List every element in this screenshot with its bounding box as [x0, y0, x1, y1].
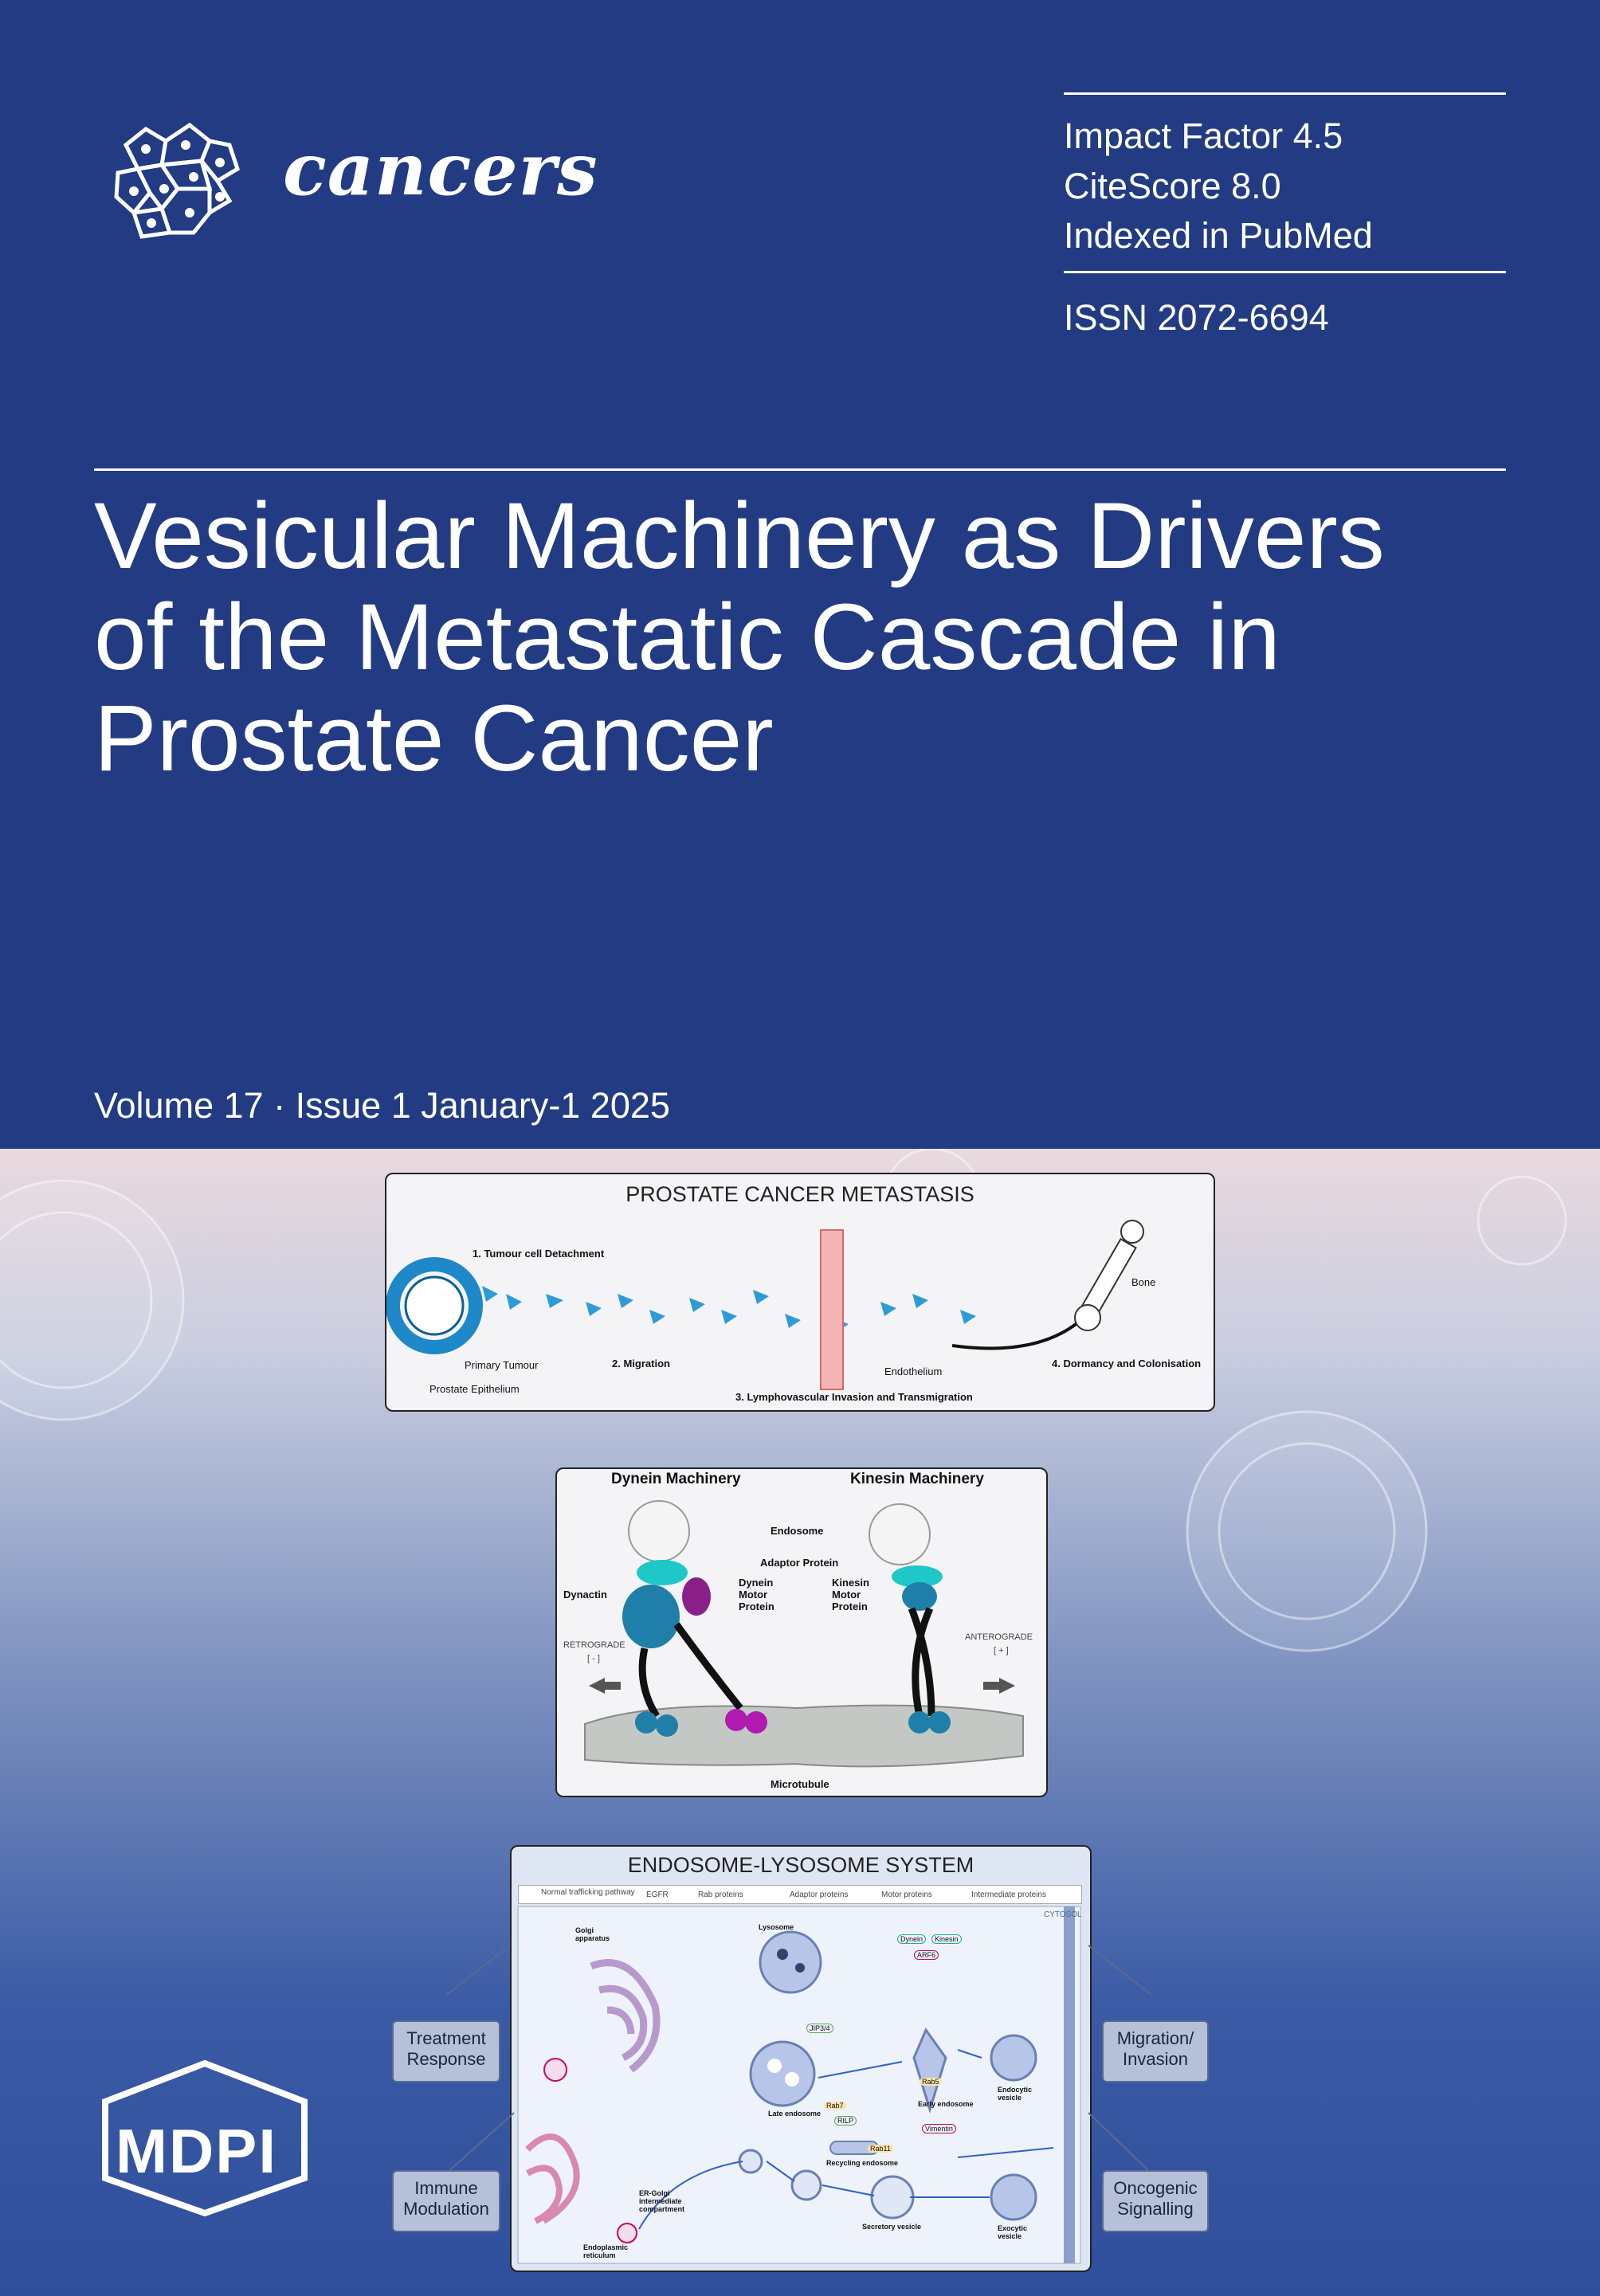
legend-egfr: EGFR	[646, 1890, 669, 1899]
anterograde-label: ANTEROGRADE	[965, 1632, 1033, 1642]
lysosome-label: Lysosome	[759, 1923, 794, 1931]
treatment-response-box: Treatment Response	[392, 2020, 500, 2082]
late-endosome-label: Late endosome	[768, 2110, 822, 2118]
oncogenic-signalling-box: Oncogenic Signalling	[1102, 2170, 1209, 2232]
step3-label: 3. Lymphovascular Invasion and Transmigration	[735, 1391, 973, 1403]
title-line-2: of the Metastatic Cascade in	[94, 585, 1280, 690]
secretory-label: Secretory vesicle	[862, 2223, 922, 2231]
endosome-label: Endosome	[771, 1525, 824, 1537]
legend-rab: Rab proteins	[698, 1890, 743, 1899]
endocytic-label: Endocytic vesicle	[998, 2086, 1033, 2102]
mdpi-logo-text: MDPI	[116, 2116, 277, 2186]
legend-motor: Motor proteins	[881, 1890, 932, 1899]
rab11-tag: Rab11	[868, 2145, 893, 2153]
step4-label: 4. Dormancy and Colonisation	[1052, 1358, 1202, 1369]
endolyso-panel	[510, 1845, 1092, 2272]
citescore: CiteScore 8.0	[1064, 166, 1281, 206]
recycling-label: Recycling endosome	[826, 2159, 899, 2167]
indexed-in: Indexed in PubMed	[1064, 215, 1373, 256]
primary-tumour-label: Primary Tumour	[465, 1359, 539, 1371]
article-title	[94, 486, 1528, 789]
metastasis-diagram	[386, 1174, 1214, 1410]
endolyso-diagram	[512, 1847, 1090, 2271]
title-line-1: Vesicular Machinery as Drivers	[94, 484, 1385, 589]
kinesin-motor-label: Kinesin Motor Protein	[832, 1577, 869, 1612]
journal-name: cancers	[283, 127, 598, 212]
microtubule-label: Microtubule	[771, 1778, 829, 1790]
migration-invasion-box: Migration/ Invasion	[1102, 2020, 1209, 2082]
impact-factor: Impact Factor 4.5	[1064, 116, 1343, 156]
metrics-rule-top	[1064, 92, 1506, 95]
issn: ISSN 2072-6694	[1064, 297, 1329, 338]
retrograde-sign: [ - ]	[587, 1654, 600, 1663]
metastasis-panel	[385, 1173, 1215, 1412]
er-golgi-label: ER-Golgi intermediate compartment	[639, 2189, 685, 2213]
bone-label: Bone	[1131, 1276, 1156, 1288]
endolyso-title: ENDOSOME-LYSOSOME SYSTEM	[627, 1853, 975, 1877]
title-rule	[94, 468, 1506, 471]
title-line-3: Prostate Cancer	[94, 686, 774, 791]
rab5-tag: Rab5	[920, 2078, 942, 2086]
arf6-tag: ARF6	[914, 1950, 939, 1960]
anterograde-sign: [ + ]	[994, 1646, 1009, 1655]
dynein-motor-label: Dynein Motor Protein	[739, 1577, 775, 1612]
dynein-tag: Dynein	[897, 1934, 926, 1944]
exocytic-label: Exocytic vesicle	[998, 2224, 1028, 2240]
kinesin-tag: Kinesin	[931, 1934, 962, 1944]
dynein-heading: Dynein Machinery	[611, 1471, 741, 1487]
endothelium-label: Endothelium	[884, 1365, 943, 1377]
rab7-tag: Rab7	[824, 2102, 846, 2110]
early-endosome-label: Early endosome	[918, 2100, 974, 2108]
step1-label: 1. Tumour cell Detachment	[473, 1248, 605, 1260]
immune-modulation-box: Immune Modulation	[392, 2170, 500, 2232]
kinesin-heading: Kinesin Machinery	[850, 1471, 984, 1487]
legend-adaptor: Adaptor proteins	[790, 1890, 849, 1899]
rilp-tag: RILP	[834, 2116, 857, 2126]
legend-normal: Normal trafficking pathway	[541, 1888, 635, 1897]
metrics-rule-bottom	[1064, 271, 1506, 273]
jip-tag: JIP3/4	[806, 2024, 833, 2033]
dynactin-label: Dynactin	[563, 1589, 607, 1601]
er-label: Endoplasmic reticulum	[583, 2243, 629, 2259]
golgi-label: Golgi apparatus	[575, 1926, 610, 1942]
legend-intermediate: Intermediate proteins	[971, 1890, 1046, 1899]
motor-panel	[555, 1467, 1048, 1797]
vimentin-tag: Vimentin	[922, 2124, 956, 2133]
issue-info: Volume 17 · Issue 1 January-1 2025	[94, 1085, 670, 1126]
retrograde-label: RETROGRADE	[563, 1640, 625, 1650]
metastasis-title: PROSTATE CANCER METASTASIS	[625, 1182, 975, 1206]
cytosol-label: CYTOSOL	[1044, 1910, 1082, 1919]
cells-logo-icon	[110, 113, 245, 241]
adaptor-label: Adaptor Protein	[760, 1557, 839, 1569]
step2-label: 2. Migration	[612, 1358, 670, 1369]
epithelium-label: Prostate Epithelium	[429, 1383, 520, 1395]
